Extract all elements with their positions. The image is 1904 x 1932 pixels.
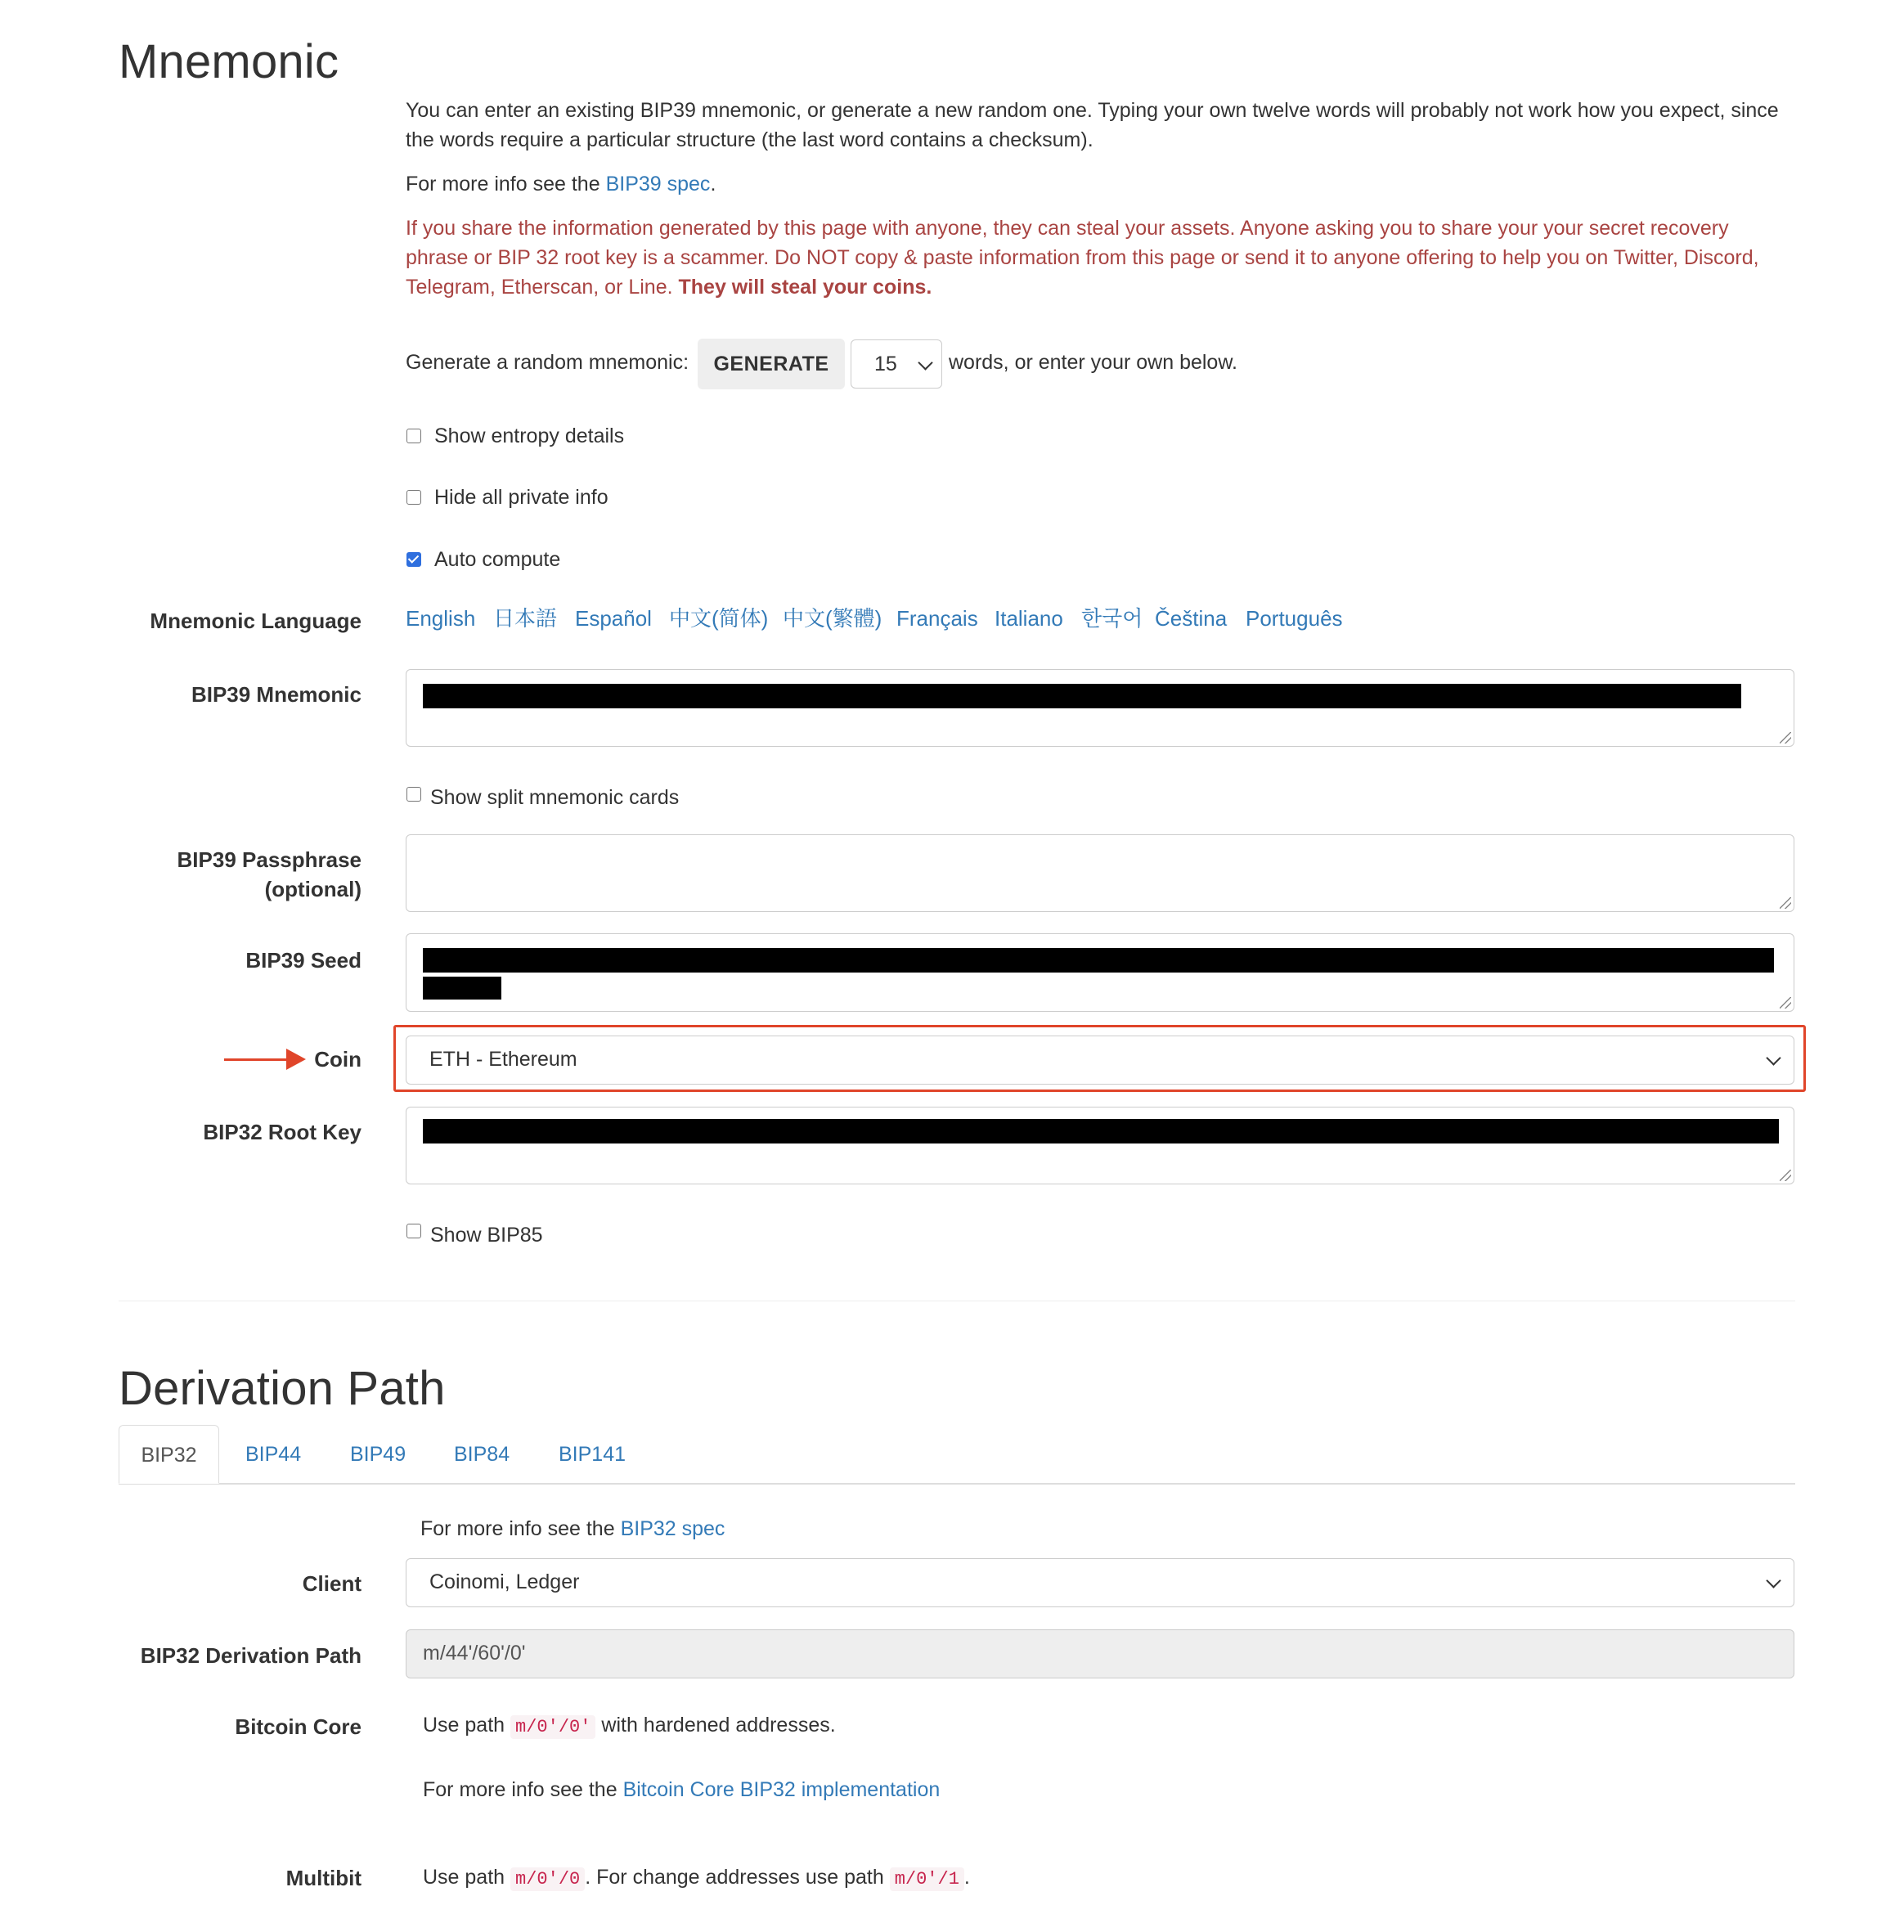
bitcoin-core-info [423, 1775, 1813, 1804]
tab-bip32[interactable]: BIP32 [119, 1425, 219, 1484]
tab-bip44[interactable]: BIP44 [245, 1443, 302, 1466]
language-portuguese[interactable]: Português [1246, 606, 1343, 631]
hide-private-info-checkbox[interactable] [406, 490, 421, 505]
language-english[interactable]: English [406, 606, 476, 631]
bitcoin-core-prefix: Use path [423, 1714, 505, 1737]
coin-highlight-box [393, 1025, 1806, 1092]
hide-private-info-label: Hide all private info [434, 486, 608, 509]
generate-suffix: words, or enter your own below. [949, 351, 1237, 374]
resize-handle-icon[interactable] [1780, 997, 1791, 1009]
security-warning [406, 213, 1788, 302]
show-bip85-label: Show BIP85 [430, 1224, 543, 1247]
bitcoin-core-info-prefix: For more info see the [423, 1778, 617, 1801]
passphrase-label-line2: (optional) [264, 877, 361, 901]
bip39-seed-textarea[interactable] [406, 933, 1794, 1012]
bip39-more-info [406, 169, 1796, 199]
client-label: Client [302, 1571, 361, 1596]
bip32-more-info [420, 1514, 1811, 1543]
show-bip85-checkbox[interactable] [406, 1224, 421, 1238]
bip32-root-key-textarea[interactable] [406, 1107, 1794, 1184]
bip32-derivation-path-input[interactable]: m/44'/60'/0' [406, 1629, 1794, 1678]
mnemonic-intro: You can enter an existing BIP39 mnemonic, or generate a new random one. Typing your own twelve words will probably not work how you expect, since the words require a particular structure (the last word contains a checksum). [406, 99, 1779, 151]
language-chinese-simplified[interactable]: 中文(简体) [669, 606, 769, 631]
auto-compute-checkbox[interactable] [406, 552, 421, 567]
more-info-text: For more info see the [406, 173, 600, 195]
mnemonic-heading: Mnemonic [119, 35, 339, 88]
bitcoin-core-usage [423, 1710, 1813, 1742]
bip39-spec-link[interactable]: BIP39 spec [605, 173, 711, 195]
multibit-prefix: Use path [423, 1866, 505, 1889]
bip32-root-key-label: BIP32 Root Key [203, 1120, 361, 1144]
bip39-mnemonic-textarea[interactable] [406, 669, 1794, 747]
arrow-right-icon [286, 1049, 306, 1070]
mnemonic-language-label: Mnemonic Language [150, 609, 361, 633]
client-value: Coinomi, Ledger [429, 1570, 580, 1593]
warning-text: If you share the information generated by this page with anyone, they can steal your assets. Anyone asking you to share your your secret recovery phrase or BIP 32 root key is a scammer. Do NOT copy & paste information from this page or send it to anyone offering to help you on Twitter, Discord, Telegram, Etherscan, or Line. [406, 217, 1759, 299]
multibit-usage [423, 1862, 1813, 1894]
tab-bip49[interactable]: BIP49 [350, 1443, 406, 1466]
redacted-seed-line1 [423, 948, 1774, 973]
language-czech[interactable]: Čeština [1155, 606, 1228, 631]
multibit-middle: . For change addresses use path [585, 1866, 884, 1889]
passphrase-label [177, 845, 361, 904]
generate-button[interactable]: GENERATE [698, 339, 845, 389]
language-chinese-traditional[interactable]: 中文(繁體) [783, 606, 882, 631]
word-count-select[interactable] [851, 339, 942, 389]
multibit-change-path: m/0'/1 [890, 1867, 964, 1891]
word-count-value: 15 [874, 353, 897, 375]
more-info-text: For more info see the [420, 1517, 615, 1540]
tab-bip84[interactable]: BIP84 [454, 1443, 510, 1466]
tab-bip141[interactable]: BIP141 [559, 1443, 626, 1466]
bip39-seed-label: BIP39 Seed [245, 948, 361, 973]
redacted-seed-line2 [423, 977, 501, 1000]
multibit-period: . [963, 1866, 970, 1889]
coin-value: ETH - Ethereum [429, 1048, 577, 1071]
split-cards-checkbox[interactable] [406, 787, 421, 802]
bitcoin-core-path: m/0'/0' [510, 1715, 595, 1739]
multibit-label: Multibit [285, 1866, 361, 1890]
language-spanish[interactable]: Español [575, 606, 652, 631]
bip39-passphrase-input[interactable] [406, 834, 1794, 912]
language-french[interactable]: Français [896, 606, 978, 631]
bitcoin-core-bip32-link[interactable]: Bitcoin Core BIP32 implementation [622, 1778, 941, 1801]
warning-bold: They will steal your coins. [678, 276, 932, 299]
chevron-down-icon [918, 355, 932, 370]
annotation-arrow-line [224, 1058, 291, 1061]
redacted-mnemonic [423, 684, 1741, 708]
bip32-derivation-path-label: BIP32 Derivation Path [140, 1643, 361, 1668]
bitcoin-core-label: Bitcoin Core [235, 1714, 361, 1739]
more-info-period: . [710, 173, 716, 195]
bip32-spec-link[interactable]: BIP32 spec [620, 1517, 725, 1540]
bitcoin-core-suffix: with hardened addresses. [601, 1714, 836, 1737]
split-cards-label: Show split mnemonic cards [430, 786, 680, 809]
language-italian[interactable]: Italiano [995, 606, 1063, 631]
client-select[interactable] [406, 1558, 1794, 1607]
redacted-root-key [423, 1119, 1779, 1143]
language-japanese[interactable]: 日本語 [493, 606, 558, 631]
generate-prefix: Generate a random mnemonic: [406, 351, 689, 374]
bip39-mnemonic-label: BIP39 Mnemonic [191, 682, 361, 707]
multibit-path: m/0'/0 [510, 1867, 585, 1891]
resize-handle-icon[interactable] [1780, 897, 1791, 909]
show-entropy-label: Show entropy details [434, 425, 625, 447]
passphrase-label-line1: BIP39 Passphrase [177, 847, 361, 872]
coin-label: Coin [314, 1047, 361, 1072]
show-entropy-checkbox[interactable] [406, 429, 421, 443]
chevron-down-icon [1766, 1573, 1781, 1588]
resize-handle-icon[interactable] [1780, 732, 1791, 744]
auto-compute-label: Auto compute [434, 548, 561, 571]
language-korean[interactable]: 한국어 [1081, 606, 1143, 631]
derivation-heading: Derivation Path [119, 1362, 446, 1415]
resize-handle-icon[interactable] [1780, 1170, 1791, 1181]
